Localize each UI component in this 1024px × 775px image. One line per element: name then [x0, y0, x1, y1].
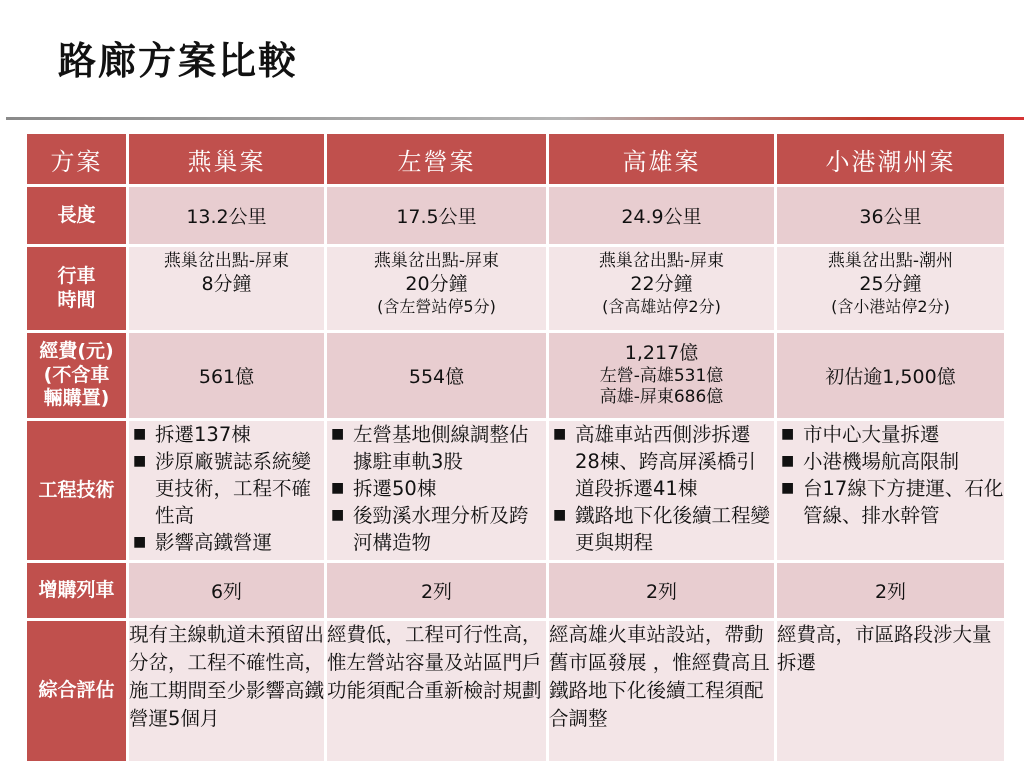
cell-time-kaohsiung — [548, 246, 776, 332]
cell-eng-xiaogang — [776, 420, 1006, 562]
cell-cost-xiaogang: 初估逾1,500億 — [776, 332, 1006, 420]
header-col-kaohsiung: 高雄案 — [548, 133, 776, 186]
time-minutes: 8分鐘 — [201, 273, 252, 296]
title-divider — [6, 117, 1024, 120]
cell-eng-kaohsiung — [548, 420, 776, 562]
row-travel-time — [26, 246, 1006, 332]
header-row — [26, 133, 1006, 186]
bullet-icon: ■ — [781, 453, 795, 469]
time-route: 燕巢岔出點-屏東 — [598, 251, 725, 271]
bullet-icon: ■ — [331, 426, 345, 442]
row-label-travel-time — [26, 246, 128, 332]
cell-length-yanchao: 13.2公里 — [128, 186, 326, 246]
list-item: ■ 高雄車站西側涉拆遷28棟、跨高屏溪橋引道段拆遷41棟 — [553, 423, 756, 500]
page-title: 路廊方案比較 — [58, 39, 299, 83]
cell-length-xiaogang: 36公里 — [776, 186, 1006, 246]
cell-eval-xiaogang: 經費高，市區路段涉大量拆遷 — [776, 620, 1006, 763]
bullet-icon: ■ — [133, 453, 147, 469]
row-label-engineering: 工程技術 — [26, 420, 128, 562]
cell-cost-zuoying: 554億 — [326, 332, 548, 420]
row-label-cost-1: 經費(元) — [39, 339, 114, 362]
time-note: (含小港站停2分) — [831, 296, 950, 316]
list-item: ■ 市中心大量拆遷 — [781, 423, 940, 446]
time-route: 燕巢岔出點-屏東 — [373, 251, 500, 271]
time-route: 燕巢岔出點-屏東 — [163, 251, 290, 271]
row-label-travel-time-2: 時間 — [57, 288, 96, 311]
cell-time-xiaogang — [776, 246, 1006, 332]
bullet-icon: ■ — [781, 480, 795, 496]
header-col-xiaogang-chaozhou: 小港潮州案 — [776, 133, 1006, 186]
cell-time-zuoying — [326, 246, 548, 332]
bullet-icon: ■ — [553, 507, 567, 523]
list-item: ■ 拆遷50棟 — [331, 477, 437, 500]
list-item: ■ 台17線下方捷運、石化管線、排水幹管 — [781, 477, 1004, 527]
row-cost — [26, 332, 1006, 420]
time-note: (含左營站停5分) — [377, 296, 496, 316]
row-label-cost-3: 輛購置) — [43, 387, 110, 410]
bullet-icon: ■ — [553, 426, 567, 442]
list-item: ■ 小港機場航高限制 — [781, 450, 960, 473]
bullet-icon: ■ — [781, 426, 795, 442]
time-minutes: 20分鐘 — [405, 273, 468, 296]
row-label-cost — [26, 332, 128, 420]
row-engineering — [26, 420, 1006, 562]
row-trains — [26, 562, 1006, 620]
row-label-trains: 增購列車 — [26, 562, 128, 620]
row-label-length: 長度 — [26, 186, 128, 246]
time-note: (含高雄站停2分) — [602, 296, 721, 316]
cell-eval-zuoying: 經費低，工程可行性高，惟左營站容量及站區門戶功能須配合重新檢討規劃 — [326, 620, 548, 763]
cell-time-yanchao — [128, 246, 326, 332]
row-label-cost-2: (不含車 — [43, 363, 110, 386]
list-item: ■ 涉原廠號誌系統變更技術，工程不確性高 — [133, 450, 312, 527]
cell-cost-yanchao: 561億 — [128, 332, 326, 420]
time-minutes: 22分鐘 — [630, 273, 693, 296]
comparison-table — [24, 131, 1007, 764]
cell-cost-kaohsiung — [548, 332, 776, 420]
cell-length-zuoying: 17.5公里 — [326, 186, 548, 246]
row-label-travel-time-1: 行車 — [57, 264, 96, 287]
cell-eng-yanchao — [128, 420, 326, 562]
time-minutes: 25分鐘 — [859, 273, 922, 296]
list-item: ■ 後勁溪水理分析及跨河構造物 — [331, 504, 529, 554]
cell-trains-yanchao: 6列 — [128, 562, 326, 620]
bullet-icon: ■ — [133, 426, 147, 442]
list-item: ■ 左營基地側線調整佔據駐車軌3股 — [331, 423, 529, 473]
cost-sub: 左營-高雄531億 — [599, 366, 724, 387]
cell-trains-zuoying: 2列 — [326, 562, 548, 620]
cell-eval-kaohsiung: 經高雄火車站設站，帶動舊市區發展 ，惟經費高且鐵路地下化後續工程須配合調整 — [548, 620, 776, 763]
cell-trains-kaohsiung: 2列 — [548, 562, 776, 620]
bullet-icon: ■ — [331, 507, 345, 523]
cell-trains-xiaogang: 2列 — [776, 562, 1006, 620]
header-col-zuoying: 左營案 — [326, 133, 548, 186]
list-item: ■ 拆遷137棟 — [133, 423, 251, 446]
cost-sub: 高雄-屏東686億 — [599, 387, 724, 408]
bullet-icon: ■ — [133, 534, 147, 550]
cell-eval-yanchao: 現有主線軌道未預留出分岔，工程不確性高，施工期間至少影響高鐵營運5個月 — [128, 620, 326, 763]
header-corner: 方案 — [26, 133, 128, 186]
row-evaluation — [26, 620, 1006, 763]
cost-main: 1,217億 — [624, 342, 699, 365]
bullet-icon: ■ — [331, 480, 345, 496]
cell-eng-zuoying — [326, 420, 548, 562]
header-col-yanchao: 燕巢案 — [128, 133, 326, 186]
row-label-evaluation: 綜合評估 — [26, 620, 128, 763]
list-item: ■ 鐵路地下化後續工程變更與期程 — [553, 504, 771, 554]
row-length — [26, 186, 1006, 246]
cell-length-kaohsiung: 24.9公里 — [548, 186, 776, 246]
time-route: 燕巢岔出點-潮州 — [827, 251, 954, 271]
list-item: ■ 影響高鐵營運 — [133, 531, 273, 554]
